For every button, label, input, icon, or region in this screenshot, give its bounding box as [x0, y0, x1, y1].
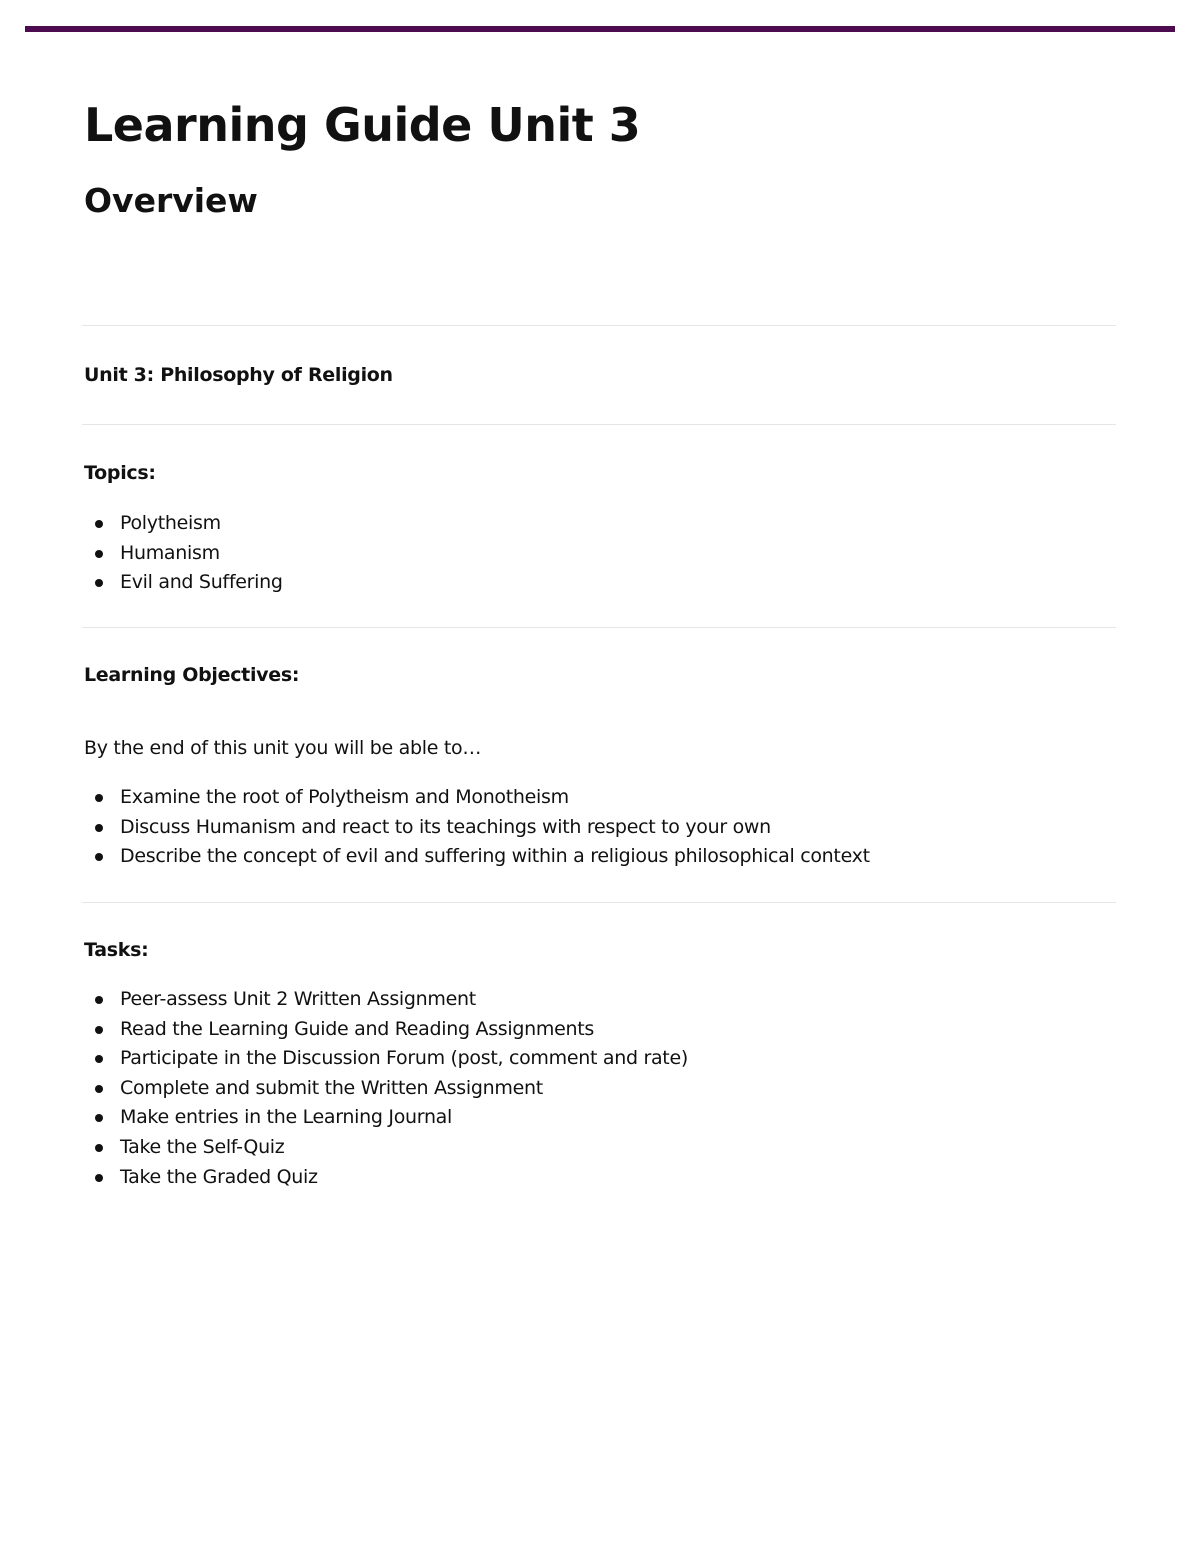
bullet-icon [95, 579, 103, 587]
task-text: Take the Self-Quiz [120, 1135, 285, 1158]
task-text: Read the Learning Guide and Reading Assignments [120, 1017, 594, 1040]
task-item [84, 1103, 688, 1133]
bullet-icon [95, 1055, 103, 1063]
divider [82, 902, 1116, 903]
objectives-list [84, 783, 870, 872]
task-item [84, 1044, 688, 1074]
task-text: Make entries in the Learning Journal [120, 1106, 453, 1129]
objective-item [84, 842, 870, 872]
objective-text: Describe the concept of evil and suffering within a religious philosophical context [120, 845, 870, 868]
task-text: Peer-assess Unit 2 Written Assignment [120, 988, 476, 1010]
bullet-icon [95, 996, 103, 1004]
topic-item [84, 539, 283, 569]
bullet-icon [95, 550, 103, 558]
topic-item [84, 509, 283, 539]
topic-text: Evil and Suffering [120, 571, 283, 594]
objective-text: Examine the root of Polytheism and Monotheism [120, 786, 569, 808]
objective-item [84, 783, 870, 813]
topic-text: Polytheism [120, 512, 221, 534]
divider [82, 627, 1116, 628]
objective-item [84, 813, 870, 843]
page-subtitle: Overview [84, 181, 258, 220]
bullet-icon [95, 1085, 103, 1093]
topic-text: Humanism [120, 541, 220, 564]
unit-heading: Unit 3: Philosophy of Religion [84, 364, 393, 386]
topics-label: Topics: [84, 462, 156, 484]
tasks-label: Tasks: [84, 939, 149, 961]
task-text: Participate in the Discussion Forum (post, comment and rate) [120, 1047, 688, 1070]
page-title: Learning Guide Unit 3 [84, 98, 641, 152]
bullet-icon [95, 794, 103, 802]
bullet-icon [95, 1144, 103, 1152]
objectives-label: Learning Objectives: [84, 664, 300, 686]
task-text: Take the Graded Quiz [120, 1165, 318, 1188]
topic-item [84, 568, 283, 598]
objectives-intro: By the end of this unit you will be able to… [84, 737, 482, 759]
top-accent-bar [25, 26, 1175, 32]
divider [82, 325, 1116, 326]
task-item [84, 1015, 688, 1045]
divider [82, 424, 1116, 425]
task-item [84, 1163, 688, 1193]
task-item [84, 985, 688, 1015]
bullet-icon [95, 824, 103, 832]
task-item [84, 1133, 688, 1163]
topics-list [84, 509, 283, 598]
task-item [84, 1074, 688, 1104]
tasks-list [84, 985, 688, 1192]
bullet-icon [95, 1174, 103, 1182]
bullet-icon [95, 1026, 103, 1034]
task-text: Complete and submit the Written Assignment [120, 1076, 543, 1099]
bullet-icon [95, 1114, 103, 1122]
objective-text: Discuss Humanism and react to its teachings with respect to your own [120, 815, 771, 838]
bullet-icon [95, 853, 103, 861]
bullet-icon [95, 520, 103, 528]
